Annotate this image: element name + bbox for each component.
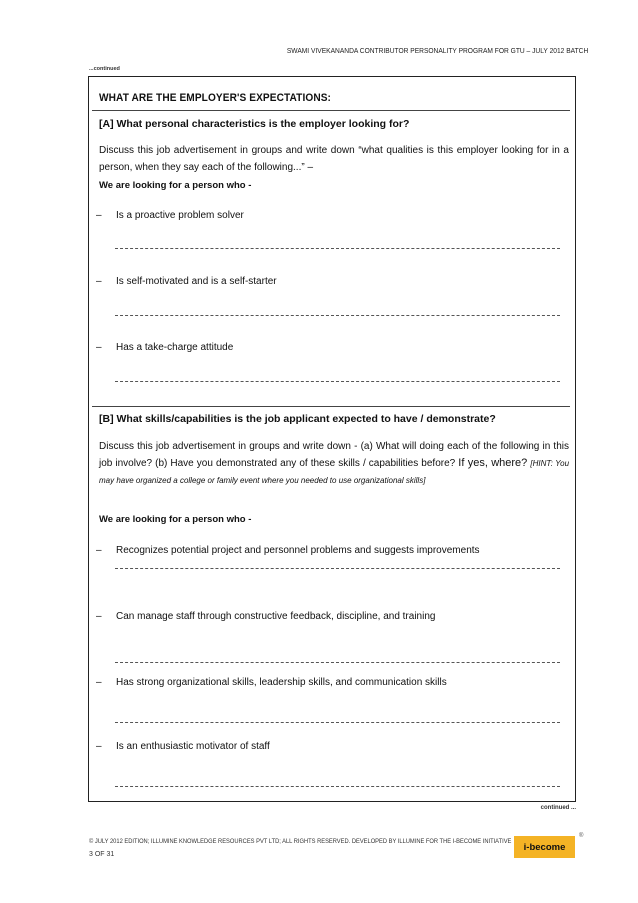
- footer-copyright: © JULY 2012 EDITION; ILLUMINE KNOWLEDGE RESOURCES PVT LTD; ALL RIGHTS RESERVED. DEVELOPED BY ILLUMINE FOR THE I-BECOME INITIATIVE: [89, 838, 512, 845]
- section-b-item: – Recognizes potential project and personnel problems and suggests improvements: [96, 545, 480, 556]
- registered-mark: ®: [579, 833, 584, 839]
- page-heading: WHAT ARE THE EMPLOYER'S EXPECTATIONS:: [99, 92, 332, 104]
- i-become-logo: i-become: [514, 836, 575, 858]
- header-title: SWAMI VIVEKANANDA CONTRIBUTOR PERSONALITY PROGRAM FOR GTU – JULY 2012 BATCH: [286, 48, 588, 55]
- answer-line[interactable]: [115, 722, 560, 723]
- page-number: 3 OF 31: [89, 851, 115, 858]
- answer-line[interactable]: [115, 568, 560, 569]
- section-a-lead: We are looking for a person who -: [99, 180, 252, 191]
- section-a-title: [A] What personal characteristics is the employer looking for?: [99, 118, 410, 130]
- section-b-hint: [HINT: You may have organized a college or family event where you needed to use organizational skills]: [99, 459, 570, 485]
- continued-bottom-label: continued ...: [540, 805, 576, 811]
- section-b-question: If yes, where?: [458, 457, 528, 469]
- section-a-item: – Is a proactive problem solver: [96, 210, 244, 221]
- answer-line[interactable]: [115, 381, 560, 382]
- answer-line[interactable]: [115, 248, 560, 249]
- section-divider: [92, 406, 570, 407]
- section-b-item: – Can manage staff through constructive feedback, discipline, and training: [96, 611, 436, 622]
- section-a-item: – Has a take-charge attitude: [96, 342, 234, 353]
- section-b-item: – Is an enthusiastic motivator of staff: [96, 741, 270, 752]
- section-a-instruction: Discuss this job advertisement in groups and write down “what qualities is this employer looking for in a person, when they say each of the following...” –: [99, 145, 569, 173]
- section-b-lead: We are looking for a person who -: [99, 514, 252, 525]
- answer-line[interactable]: [115, 315, 560, 316]
- section-a-item: – Is self-motivated and is a self-starter: [96, 276, 277, 287]
- answer-line[interactable]: [115, 786, 560, 787]
- section-b-item: – Has strong organizational skills, leadership skills, and communication skills: [96, 677, 447, 688]
- answer-line[interactable]: [115, 662, 560, 663]
- continued-label: ...continued: [89, 66, 120, 72]
- heading-divider: [92, 110, 570, 111]
- section-b-instruction: Discuss this job advertisement in groups and write down - (a) What will doing each of the following in this job involve? (b) Have you demonstrated any of these skills / capabilities before? If yes, where? [HINT: You may have organized a college or family event where you needed to use organizational skills]: [99, 441, 570, 485]
- section-b-title: [B] What skills/capabilities is the job applicant expected to have / demonstrate?: [99, 413, 496, 425]
